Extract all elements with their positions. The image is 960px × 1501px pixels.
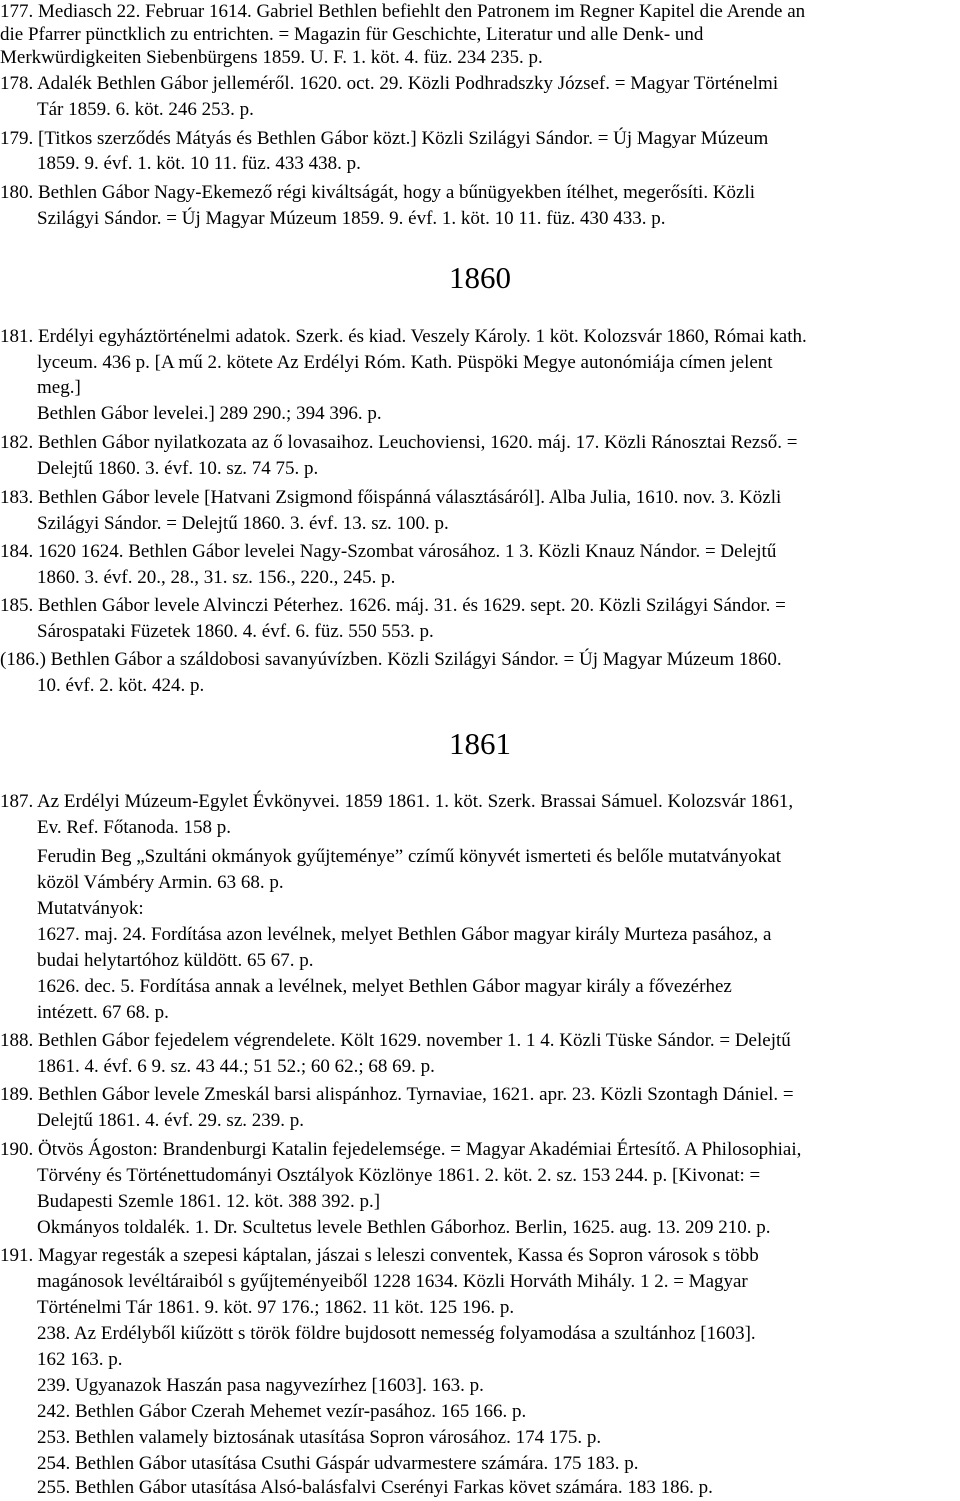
text-line: Tár 1859. 6. köt. 246 253. p. <box>37 99 254 120</box>
text-line: 178. Adalék Bethlen Gábor jelleméről. 1620. oct. 29. Közli Podhradszky József. = Magyar Történelmi <box>0 73 779 94</box>
text-line: 188. Bethlen Gábor fejedelem végrendelete. Költ 1629. november 1. 1 4. Közli Tüske Sándor. = Delejtű <box>0 1030 791 1051</box>
text-line: 254. Bethlen Gábor utasítása Csuthi Gáspár udvarmestere számára. 175 183. p. <box>37 1453 639 1474</box>
text-line: 181. Erdélyi egyháztörténelmi adatok. Szerk. és kiad. Veszely Károly. 1 köt. Kolozsvár 1860, Római kath. <box>0 326 807 347</box>
text-line: Ferudin Beg „Szultáni okmányok gyűjteménye” czímű könyvét ismerteti és belőle mutatványokat <box>37 846 781 867</box>
text-line: 185. Bethlen Gábor levele Alvinczi Péterhez. 1626. máj. 31. és 1629. sept. 20. Közli Szilágyi Sándor. = <box>0 595 786 616</box>
text-line: Törvény és Történettudományi Osztályok Közlönye 1861. 2. köt. 2. sz. 153 244. p. [Kivonat: = <box>37 1165 761 1186</box>
text-line: Szilágyi Sándor. = Delejtű 1860. 3. évf. 13. sz. 100. p. <box>37 513 449 534</box>
text-line: 1627. maj. 24. Fordítása azon levélnek, melyet Bethlen Gábor magyar király Murteza pasához, a <box>37 924 772 945</box>
text-line: meg.] <box>37 377 81 398</box>
text-line: 162 163. p. <box>37 1349 123 1370</box>
text-line: 182. Bethlen Gábor nyilatkozata az ő lovasaihoz. Leuchoviensi, 1620. máj. 17. Közli Ránosztai Rezső. = <box>0 432 798 453</box>
text-line: Okmányos toldalék. 1. Dr. Scultetus levele Bethlen Gáborhoz. Berlin, 1625. aug. 13. 209 210. p. <box>37 1217 771 1238</box>
text-line: 242. Bethlen Gábor Czerah Mehemet vezír-pasához. 165 166. p. <box>37 1401 527 1422</box>
text-line: 179. [Titkos szerződés Mátyás és Bethlen Gábor közt.] Közli Szilágyi Sándor. = Új Magyar Múzeum <box>0 128 769 149</box>
text-line: 1860. 3. évf. 20., 28., 31. sz. 156., 220., 245. p. <box>37 567 396 588</box>
text-line: Szilágyi Sándor. = Új Magyar Múzeum 1859. 9. évf. 1. köt. 10 11. füz. 430 433. p. <box>37 208 666 229</box>
text-line: 191. Magyar regesták a szepesi káptalan, jászai s leleszi conventek, Kassa és Sopron városok s több <box>0 1245 759 1266</box>
text-line: 1861. 4. évf. 6 9. sz. 43 44.; 51 52.; 60 62.; 68 69. p. <box>37 1056 435 1077</box>
text-line: 238. Az Erdélyből kiűzött s török földre bujdosott nemesség folyamodása a szultánhoz [1603]. <box>37 1323 756 1344</box>
text-line: Mutatványok: <box>37 898 144 919</box>
text-line: Történelmi Tár 1861. 9. köt. 97 176.; 1862. 11 köt. 125 196. p. <box>37 1297 515 1318</box>
text-line: 180. Bethlen Gábor Nagy-Ekemező régi kiváltságát, hogy a bűnügyekben ítélhet, megerősíti. Közli <box>0 182 756 203</box>
text-line: 239. Ugyanazok Haszán pasa nagyvezírhez [1603]. 163. p. <box>37 1375 484 1396</box>
text-line: Budapesti Szemle 1861. 12. köt. 388 392. p.] <box>37 1191 381 1212</box>
text-line: intézett. 67 68. p. <box>37 1002 169 1023</box>
text-line: 1859. 9. évf. 1. köt. 10 11. füz. 433 438. p. <box>37 153 361 174</box>
text-line: 189. Bethlen Gábor levele Zmeskál barsi alispánhoz. Tyrnaviae, 1621. apr. 23. Közli Szontagh Dániel. = <box>0 1084 794 1105</box>
text-line: Sárospataki Füzetek 1860. 4. évf. 6. füz. 550 553. p. <box>37 621 434 642</box>
text-line: Merkwürdigkeiten Siebenbürgens 1859. U. F. 1. köt. 4. füz. 234 235. p. <box>0 47 543 68</box>
text-line: budai helytartóhoz küldött. 65 67. p. <box>37 950 314 971</box>
year-heading: 1860 <box>449 260 511 295</box>
year-heading: 1861 <box>449 726 511 761</box>
text-line: magánosok levéltáraiból s gyűjteményeiből 1228 1634. Közli Horváth Mihály. 1 2. = Magyar <box>37 1271 748 1292</box>
text-line: 187. Az Erdélyi Múzeum-Egylet Évkönyvei. 1859 1861. 1. köt. Szerk. Brassai Sámuel. Kolozsvár 1861, <box>0 791 794 812</box>
text-line: 184. 1620 1624. Bethlen Gábor levelei Nagy-Szombat városához. 1 3. Közli Knauz Nándor. = Delejtű <box>0 541 777 562</box>
text-line: 177. Mediasch 22. Februar 1614. Gabriel Bethlen befiehlt den Patronem im Regner Kapitel die Arende an <box>0 1 806 22</box>
text-line: (186.) Bethlen Gábor a száldobosi savanyúvízben. Közli Szilágyi Sándor. = Új Magyar Múzeum 1860. <box>0 649 782 670</box>
text-line: 183. Bethlen Gábor levele [Hatvani Zsigmond főispánná választásáról]. Alba Julia, 1610. nov. 3. Közli <box>0 487 782 508</box>
text-line: 190. Ötvös Ágoston: Brandenburgi Katalin fejedelemsége. = Magyar Akadémiai Értesítő. A Philosophiai, <box>0 1139 802 1160</box>
text-line: die Pfarrer pünctklich zu entrichten. = Magazin für Geschichte, Literatur und alle Denk- und <box>0 24 704 45</box>
text-line: 255. Bethlen Gábor utasítása Alsó-balásfalvi Cserényi Farkas követ számára. 183 186. p. <box>37 1477 713 1498</box>
text-line: Delejtű 1861. 4. évf. 29. sz. 239. p. <box>37 1110 305 1131</box>
text-line: Bethlen Gábor levelei.] 289 290.; 394 396. p. <box>37 403 382 424</box>
text-line: 10. évf. 2. köt. 424. p. <box>37 675 205 696</box>
text-line: Delejtű 1860. 3. évf. 10. sz. 74 75. p. <box>37 458 319 479</box>
text-line: lyceum. 436 p. [A mű 2. kötete Az Erdélyi Róm. Kath. Püspöki Megye autonómiája címen jelent <box>37 352 773 373</box>
text-line: Ev. Ref. Főtanoda. 158 p. <box>37 817 232 838</box>
text-line: 1626. dec. 5. Fordítása annak a levélnek, melyet Bethlen Gábor magyar király a fővezérhez <box>37 976 732 997</box>
text-line: közöl Vámbéry Armin. 63 68. p. <box>37 872 284 893</box>
text-line: 253. Bethlen valamely biztosának utasítása Sopron városához. 174 175. p. <box>37 1427 602 1448</box>
